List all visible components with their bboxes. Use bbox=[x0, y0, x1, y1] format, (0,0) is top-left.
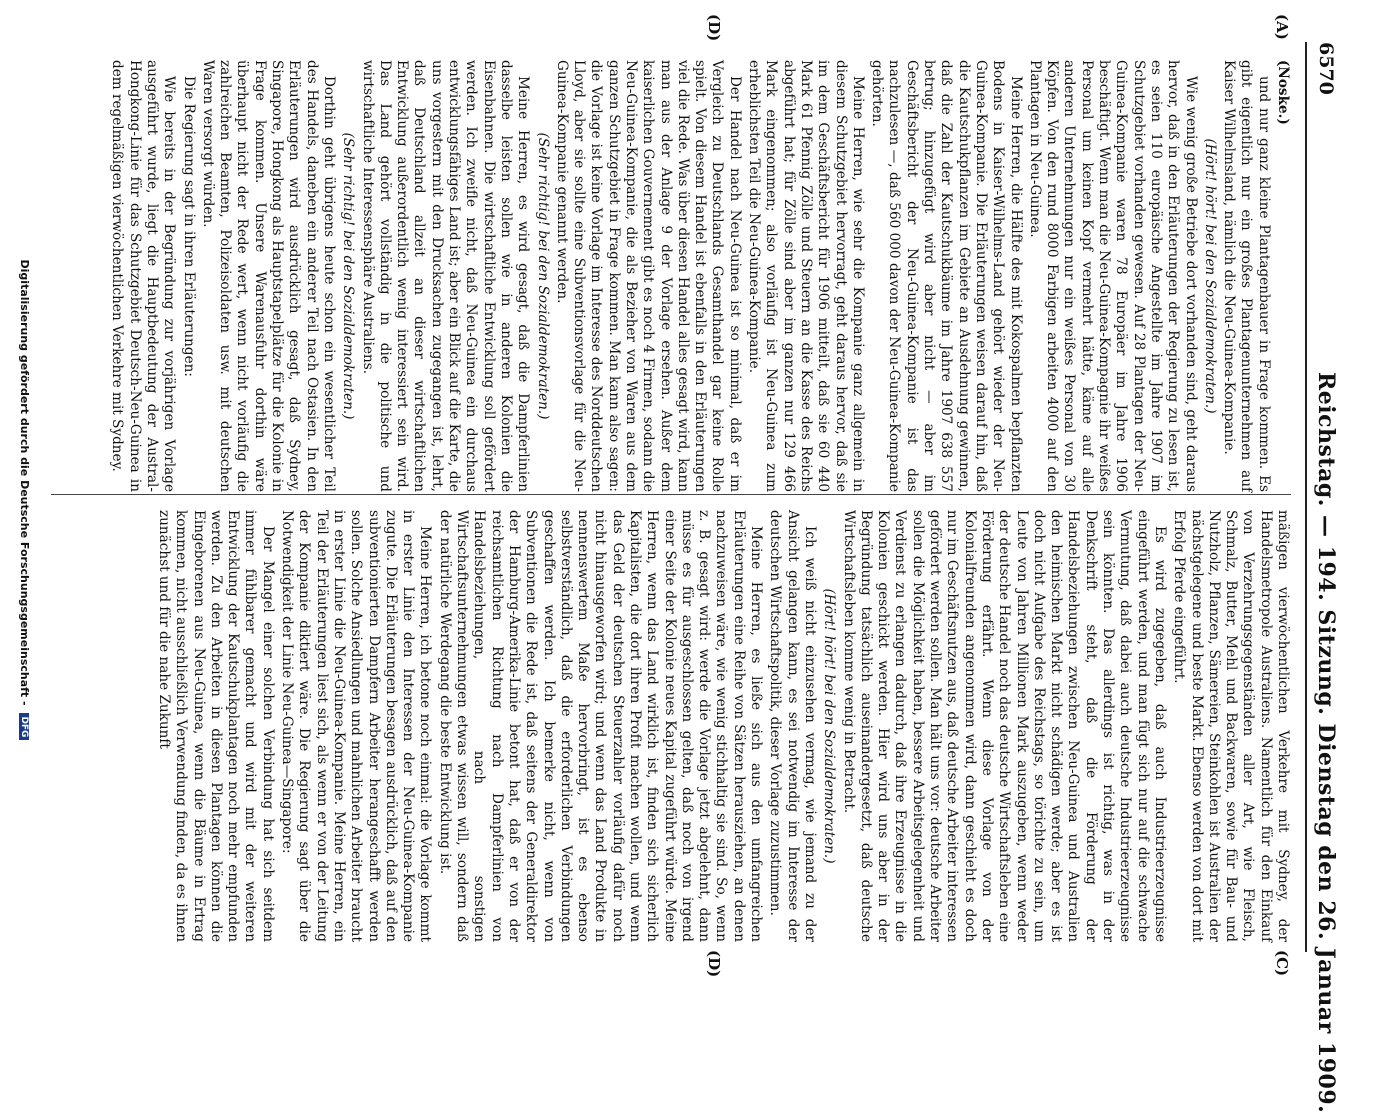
interjection: (Sehr richtig! bei den Sozialdemokraten.) bbox=[340, 132, 357, 420]
margin-mark-c: (C) bbox=[1273, 950, 1291, 977]
speaker-label: (Noske.) bbox=[1275, 60, 1291, 125]
margin-mark-d-right: (D) bbox=[705, 950, 723, 978]
paragraph: Es wird zugegeben, daß auch Industrieerzeugnisse eingeführt werden, und man fügt sich nur auf die schwache Vermutung, daß dabei auch deutsche Industrieerzeugnisse sein könnten. Das allerdings ist richtig, was in der Denkschrift steht, daß die Förderung der Handelsbeziehungen zwischen Neu-Guinea und Australien den heimischen Markt nicht schädigen werde; aber es ist doch nicht Aufgabe des Reichstags, so törichte zu sein, um Leute von Jahren Millionen Mark auszugeben, wenn weder der deutsche Handel noch das deutsche Wirtschaftsleben eine Förderung erfährt. Wenn diese Vorlage von der Kolonialfreunden angenommen wird, dann geschieht es doch nur im Geschäftsnutzen aus, daß deutsche Arbeiter interessen gefördert werden sollen. Man hält uns vor: deutsche Arbeiter sollen die Möglichkeit haben, bessere Arbeitsgelegenheit und Verdienst zu erlangen dadurch, daß ihre Erzeugnisse in die Kolonien geschickt werden. Hier wird uns aber in der Begründung tatsächlich auseinandergesetzt, daß deutsche Wirtschaftsleben komme wenig in Betracht. bbox=[840, 510, 1168, 942]
paragraph: Die Regierung sagt in ihren Erläuterungen: bbox=[180, 76, 197, 377]
page-header bbox=[1303, 42, 1343, 1113]
paragraph: Meine Herren, es ließe sich aus den umfangreichen Erläuterungen eine Reihe von Sätzen herausziehen, an denen nachzuweisen wäre, wie wenig stichhaltig sie sind. So, wenn z. B. gesagt wird: werde die Vorlage jetzt abgelehnt, dann müsse es für ausgeschlossen gelten, daß noch von irgend einer Seite der Kolonie neues Kapital zugeführt würde. Meine Herren, wenn das Land wirklich ist, finden sich sicherlich Kapitalisten, die dort ihren Profit machen wollen, und wenn das Geld der deutschen Steuerzahler vorläufig dafür noch nicht hinausgeworfen wird; und wenn das Land Produkte in nennenswertem Maße hervorbringt, ist es ebenso selbstverständlich, daß die erforderlichen Verbindungen geschaffen werden. Ich bemerke nicht, wenn von Subventionen die Rede ist, daß seitens der Generaldirektor der Hamburg-Amerika-Linie betont hat, daß er von der reichsamtlichen Richtung nach Dampferlinien von Handelsbeziehungen, nach sonstigen Wirtschaftsunternehmungen etwas wissen will, sondern daß der natürliche Werdegang die beste Entwicklung ist. bbox=[436, 510, 765, 942]
paragraph: Meine Herren, wie sehr die Kompanie ganz allgemein in diesem Schutzgebiet hervorragt, geht daraus hervor, daß sie im dem Geschäftsbericht für 1906 mitteilt, daß sie 60 440 Mark 61 Pfennig Zölle und Steuern an die Kasse des Reichs abgeführt hat; für Zölle sind aber im ganzen nur 129 466 Mark eingenommen; also vorläufig ist Neu-Guinea zum erheblichsten Teil die Neu-Guinea-Kompanie. bbox=[746, 60, 866, 492]
interjection: (Sehr richtig! bei den Sozialdemokraten.) bbox=[534, 132, 551, 420]
quoted-paragraph: Der Mangel einer solchen Verbindung hat sich seitdem immer fühlbarer gemacht und wird mit der weiteren Entwicklung der Kautschukplantagen noch mehr empfunden werden. Zu den Arbeiten in diesen Plantagen können die Eingeborenen aus Neu-Guinea, wenn die Bäume in Ertrag kommen, nicht ausschließlich Verwendung finden, da es ihnen zunächst und für die nahe Zukunft bbox=[156, 510, 276, 942]
paragraph: Meine Herren, ich betone noch einmal: die Vorlage kommt in erster Linie den Interessen der Neu-Guinea-Kompanie zugute. Die Erläuterungen besagen ausdrücklich, daß auf den subventionierten Dampfern Arbeiter herangeschafft werden sollen. Solche Ansiedlungen und mahnlichen Arbeiter braucht in erster Linie die Neu-Guinea-Kompanie. Meine Herren, ein Teil der Erläuterungen liest sich, als wenn er von der Leitung der Kompanie diktiert wäre. Die Regierung sagt über die Notwendigkeit der Linie Neu-Guinea—Singapore: bbox=[279, 510, 434, 942]
margin-mark-a: (A) bbox=[1273, 14, 1291, 40]
left-text-column bbox=[109, 60, 1291, 492]
page-title: Reichstag. — 194. Sitzung. Dienstag den 26. Januar 1909. bbox=[1313, 372, 1339, 1113]
page-number: 6570 bbox=[1315, 42, 1337, 95]
right-text-column bbox=[61, 510, 1291, 942]
paragraph: Meine Herren, es wird gesagt, daß die Dampferlinien dasselbe leisten sollen wie in anderen Kolonien die Eisenbahnen. Die wirtschaftliche Entwicklung soll gefördert werden. Ich zweifle nicht, daß Neu-Guinea ein durchaus entwicklungsfähiges Land ist; aber ein Blick auf die Karte, die uns vorgestern mit den Drucksachen zugegangen ist, lehrt, daß Deutschland allzeit an dieser wirtschaftlichen Entwicklung außerordentlich wenig interessiert sein wird. Das Land gehört vollständig in die politische und wirtschaftliche Interessensphäre Australiens. bbox=[359, 60, 532, 492]
paragraph: Wie wenig große Betriebe dort vorhanden sind, geht daraus hervor, daß in den Erläuterungen der Regierung zu lesen ist, es seien 110 europäische Angestellte im Jahre 1907 im Schutzgebiet vorhanden gewesen. Auf 28 Plantagen der Neu-Guinea-Kompanie waren 78 Europäer im Jahre 1906 beschäftigt. Wenn man die Neu-Guinea-Kompagnie ihr weißes Personal um keinen Kopf vermehrt hätte, käme auf alle anderen Unternehmungen nur ein weißes Personal von 30 Köpfen. Von den rund 8000 Farbigen arbeiten 4000 auf den Plantagen in Neu-Guinea. bbox=[1026, 60, 1199, 492]
column-divider bbox=[51, 494, 1291, 495]
paragraph: Der Handel nach Neu-Guinea ist so minimal, daß er im Vergleich zu Deutschlands Gesamthandel gar keine Rolle spielt. Von diesem Handel ist ebenfalls in den Erläuterungen viel die Rede. Was über diesen Handel alles gesagt wird, kann man aus der Anlage 9 der Vorlage ersehen. Außer dem kaiserlichen Gouvernement gibt es noch 4 Firmen, sodann die Neu-Guinea-Kompanie, die als Bezieher von Waren aus dem ganzen Schutzgebiet in Frage kommen. Man kann also sagen: die Vorlage ist keine Vorlage im Interesse des Norddeutschen Lloyd, aber sie sollte eine Subventionsvorlage für die Neu-Guinea-Kompanie genannt werden. bbox=[553, 60, 743, 492]
paragraph: mäßigen vierwöchentlichen Verkehre mit Sydney, der Handelsmetropole Australiens. Namentlich für den Einkauf von Verzehrungsgegenständen aller Art, wie Fleisch, Schmalz, Butter, Mehl und Backwaren, sowie für Bau- und Nutzholz, Pflanzen, Sämereien, Steinkohlen ist Australien der nächstgelegene und beste Markt. Ebenso werden von dort mit Erfolg Pferde eingeführt. bbox=[1171, 510, 1291, 942]
footer-credit: Digitalisierung gefördert durch die Deutsche Forschungsgemeinschaft - bbox=[18, 259, 31, 706]
page-footer bbox=[18, 0, 31, 1000]
paragraph: und nur ganz kleine Plantagenbauer in Frage kommen. Es gibt eigentlich nur ein großes Plantagenunternehmen auf Kaiser Wilhelmsland, nämlich die Neu-Guinea-Kompanie. bbox=[1221, 60, 1272, 492]
interjection: (Hört! hört! bei den Sozialdemokraten.) bbox=[1201, 138, 1218, 414]
dfg-logo: DFG bbox=[19, 713, 29, 740]
paragraph: Dorthin geht übrigens heute schon ein wesentlicher Teil des Handels, daneben ein anderer Teil nach Ostasien. In den Erläuterungen wird ausdrücklich gesagt, daß Sydney, Singapore, Hongkong als Hauptstapelplätze für die Kolonie in Frage kommen. Unsere Warenausfuhr dorthin wäre überhaupt nicht der Rede wert, wenn nicht vorläufig die zahlreichen Beamten, Polizeisoldaten usw. mit deutschen Waren versorgt würden. bbox=[199, 60, 337, 492]
interjection: (Hört! hört! bei den Sozialdemokraten.) bbox=[821, 588, 838, 864]
paragraph: Meine Herren, die Hälfte des mit Kokospalmen bepflanzten Bodens in Kaiser-Wilhelms-Land gehört wieder der Neu-Guinea-Kompanie. Die Erläuterungen weisen darauf hin, daß die Kautschukpflanzen im Gebiete an Ausdehnung gewinnen, daß die Zahl der Kautschukbäume im Jahre 1907 638 557 betrug; hinzugefügt wird aber nicht — aber im Geschäftsbericht der Neu-Guinea-Kompanie ist das nachzulesen —, daß 560 000 davon der Neu-Guinea-Kompanie gehörten. bbox=[869, 60, 1024, 492]
quoted-paragraph: Wie bereits in der Begründung zur vorjährigen Vorlage ausgeführt wurde, liegt die Hauptbedeutung der Austral-Hongkong-Linie für das Schutzgebiet Deutsch-Neu-Guinea in dem regelmäßigen vierwöchentlichen Verkehre mit Sydney. bbox=[109, 60, 178, 492]
header-rule bbox=[1305, 42, 1307, 952]
margin-mark-d-left: (D) bbox=[705, 14, 723, 42]
paragraph: Ich weiß nicht einzusehen vermag, wie jemand zu der Ansicht gelangen kann, es sei notwendig im Interesse der deutschen Wirtschaftspolitik, dieser Vorlage zuzustimmen. bbox=[767, 510, 818, 942]
